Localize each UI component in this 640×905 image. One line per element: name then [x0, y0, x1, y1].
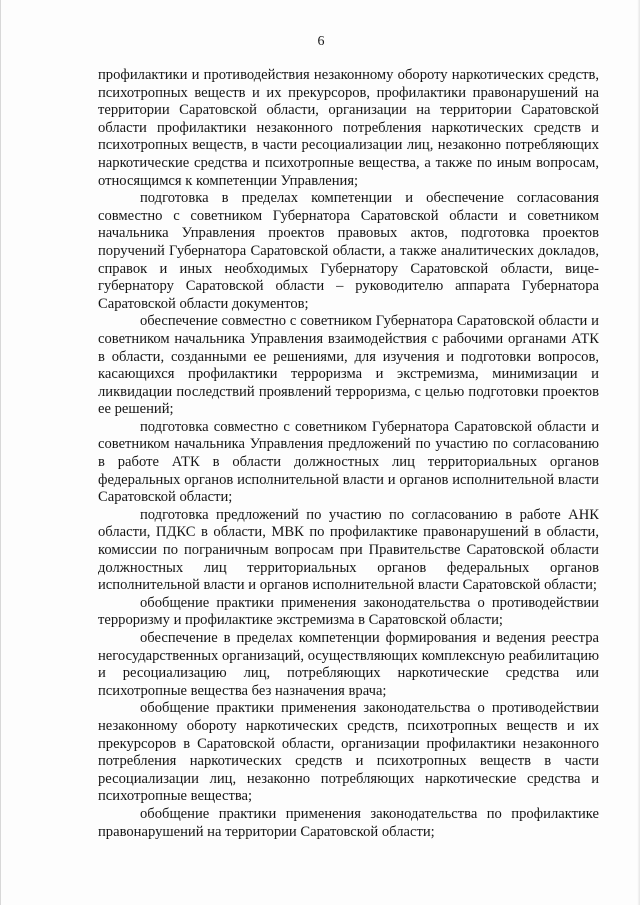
paragraph: обобщение практики применения законодательства о противодействии незаконному обороту наркотических средств, психотропных веществ и их прекурсоров в Саратовской области, организации профилактики незаконного потребления наркотических средств и психотропных веществ в части ресоциализации лиц, незаконно потребляющих наркотические средства и психотропные вещества;	[98, 700, 599, 805]
paragraph-continuation: профилактики и противодействия незаконному обороту наркотических средств, психотропных веществ и их прекурсоров, профилактики правонарушений на территории Саратовской области, организации на территории Саратовской области профилактики незаконного потребления наркотических средств и психотропных веществ, в части ресоциализации лиц, незаконно потребляющих наркотические средства и психотропные вещества, а также по иным вопросам, относящимся к компетенции Управления;	[98, 67, 599, 189]
paragraph: обеспечение в пределах компетенции формирования и ведения реестра негосударственных организаций, осуществляющих комплексную реабилитацию и ресоциализацию лиц, потребляющих наркотические средства или психотропные вещества без назначения врача;	[98, 630, 599, 699]
document-body	[98, 67, 599, 841]
paragraph: подготовка совместно с советником Губернатора Саратовской области и советником начальника Управления предложений по участию по согласованию в работе АТК в области должностных лиц территориальных органов федеральных органов исполнительной власти и органов исполнительной власти Саратовской области;	[98, 418, 599, 506]
paragraph: обобщение практики применения законодательства по профилактике правонарушений на территории Саратовской области;	[98, 805, 599, 840]
paragraph: обобщение практики применения законодательства о противодействии терроризму и профилактике экстремизма в Саратовской области;	[98, 594, 599, 629]
paragraph: подготовка предложений по участию по согласованию в работе АНК области, ПДКС в области, МВК по профилактике правонарушений в области, комиссии по пограничным вопросам при Правительстве Саратовской области должностных лиц территориальных органов федеральных органов исполнительной власти и органов исполнительной власти Саратовской области;	[98, 506, 599, 594]
page-number: 6	[317, 34, 325, 49]
paragraph: подготовка в пределах компетенции и обеспечение согласования совместно с советником Губернатора Саратовской области и советником начальника Управления проектов правовых актов, подготовка проектов поручений Губернатора Саратовской области, а также аналитических докладов, справок и иных необходимых Губернатору Саратовской области, вице-губернатору Саратовской области – руководителю аппарата Губернатора Саратовской области документов;	[98, 190, 599, 312]
paragraph: обеспечение совместно с советником Губернатора Саратовской области и советником начальника Управления взаимодействия с рабочими органами АТК в области, созданными ее решениями, для изучения и подготовки вопросов, касающихся профилактики терроризма и экстремизма, минимизации и ликвидации последствий проявлений терроризма, с целью подготовки проектов ее решений;	[98, 313, 599, 418]
